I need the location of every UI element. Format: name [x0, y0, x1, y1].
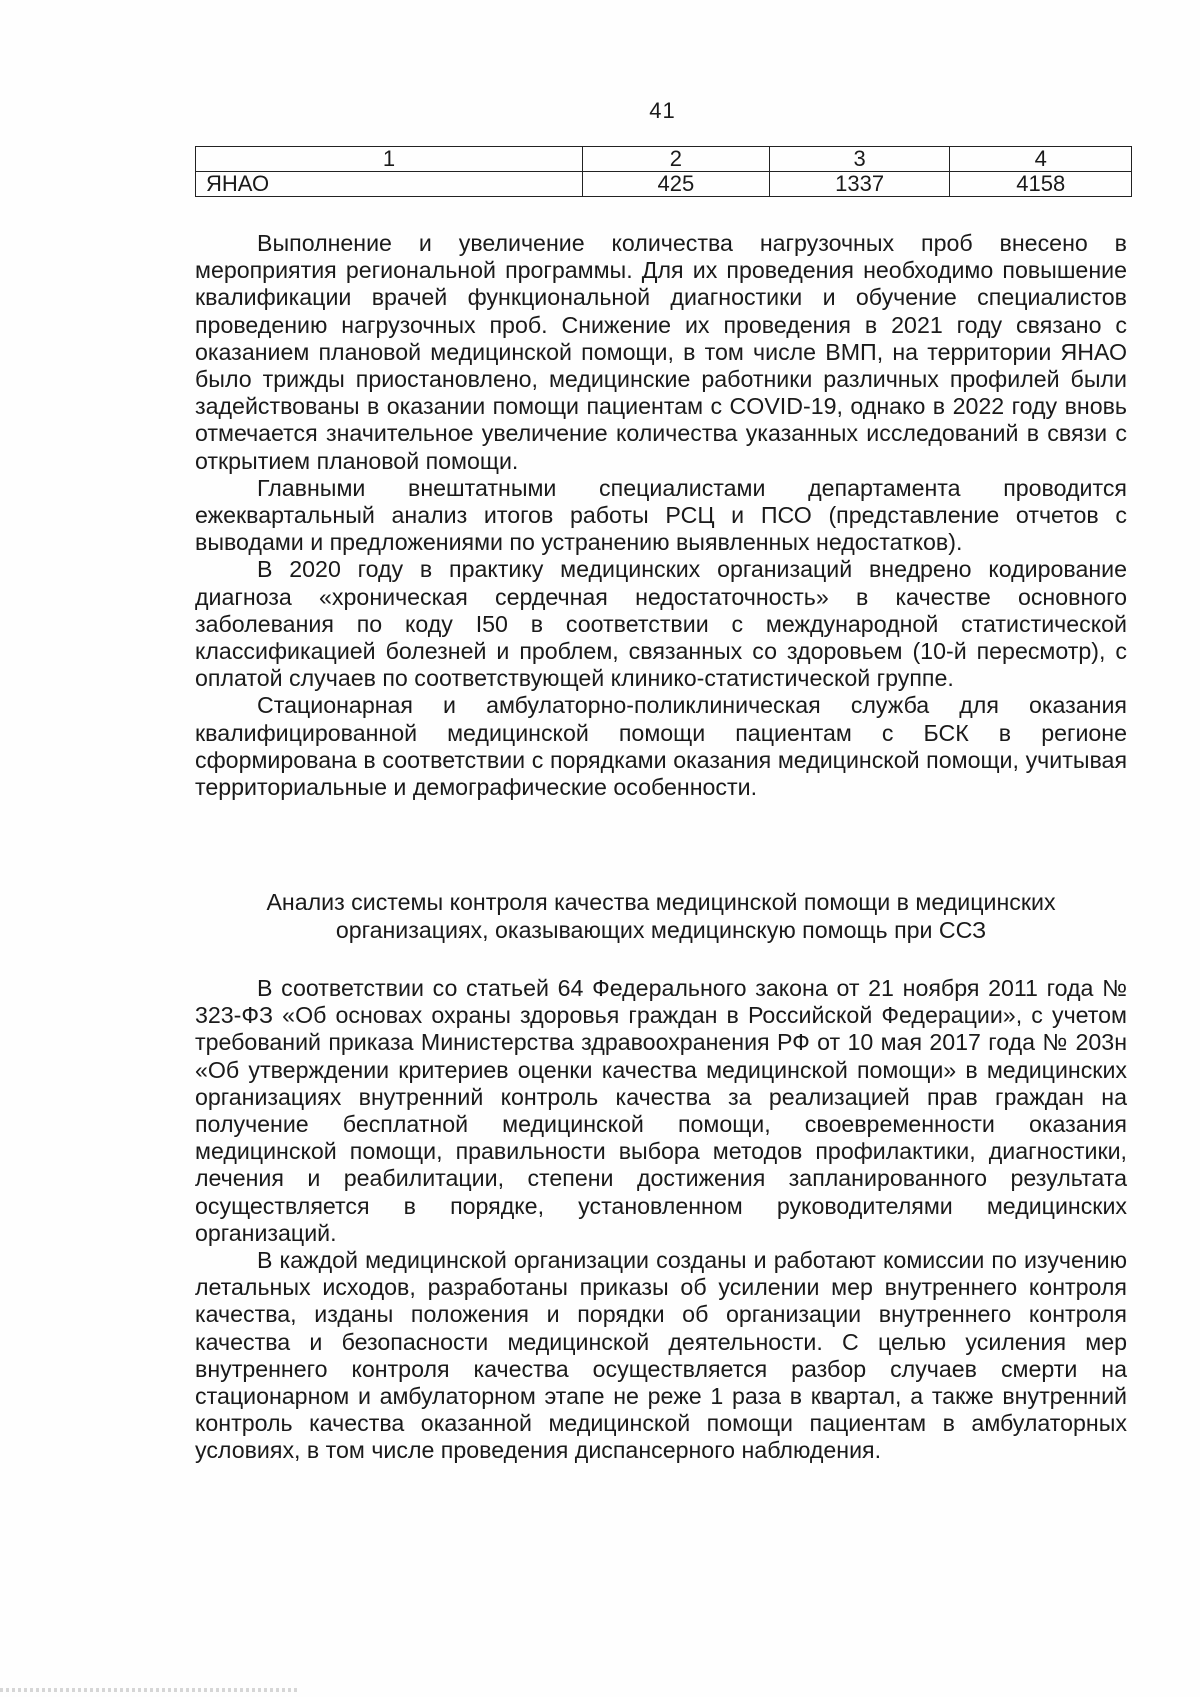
table-header-cell: 1 — [196, 147, 583, 172]
table-cell: 425 — [582, 172, 769, 197]
body-text-top — [195, 230, 1127, 801]
table-header-cell: 2 — [582, 147, 769, 172]
paragraph: Главными внештатными специалистами департамента проводится ежеквартальный анализ итогов работы РСЦ и ПСО (представление отчетов с выводами и предложениями по устранению выявленных недостатков). — [195, 474, 1127, 556]
section-heading — [195, 889, 1127, 944]
table-header-row — [196, 147, 1132, 172]
table-header-cell: 3 — [769, 147, 950, 172]
page-number: 41 — [649, 98, 676, 123]
body-text-bottom — [195, 975, 1127, 1465]
section-heading-line: организациях, оказывающих медицинскую помощь при ССЗ — [335, 916, 987, 943]
scan-artifact — [0, 1688, 300, 1692]
paragraph: В соответствии со статьей 64 Федерального закона от 21 ноября 2011 года № 323-ФЗ «Об основах охраны здоровья граждан в Российской Федерации», с учетом требований приказа Министерства здравоохранения РФ от 10 мая 2017 года № 203н «Об утверждении критериев оценки качества медицинской помощи» в медицинских организациях внутренний контроль качества за реализацией прав граждан на получение бесплатной медицинской помощи, своевременности оказания медицинской помощи, правильности выбора методов профилактики, диагностики, лечения и реабилитации, степени достижения запланированного результата осуществляется в порядке, установленном руководителями медицинских организаций. — [195, 975, 1127, 1246]
table-cell: 4158 — [950, 172, 1132, 197]
table-row — [196, 172, 1132, 197]
table-header-cell: 4 — [950, 147, 1132, 172]
paragraph: Выполнение и увеличение количества нагрузочных проб внесено в мероприятия региональной программы. Для их проведения необходимо повышение квалификации врачей функциональной диагностики и обучение специалистов проведению нагрузочных проб. Снижение их проведения в 2021 году связано с оказанием плановой медицинской помощи, в том числе ВМП, на территории ЯНАО было трижды приостановлено, медицинские работники различных профилей были задействованы в оказании помощи пациентам с COVID-19, однако в 2022 году вновь отмечается значительное увеличение количества указанных исследований в связи с открытием плановой помощи. — [195, 230, 1127, 474]
table-cell: 1337 — [769, 172, 950, 197]
data-table — [195, 146, 1132, 197]
table-cell-region: ЯНАО — [196, 172, 583, 197]
paragraph: Стационарная и амбулаторно-поликлиническая служба для оказания квалифицированной медицинской помощи пациентам с БСК в регионе сформирована в соответствии с порядками оказания медицинской помощи, учитывая территориальные и демографические особенности. — [195, 692, 1127, 801]
paragraph: В 2020 году в практику медицинских организаций внедрено кодирование диагноза «хроническая сердечная недостаточность» в качестве основного заболевания по коду I50 в соответствии с международной статистической классификацией болезней и проблем, связанных со здоровьем (10-й пересмотр), с оплатой случаев по соответствующей клинико-статистической группе. — [195, 556, 1127, 692]
paragraph: В каждой медицинской организации созданы и работают комиссии по изучению летальных исходов, разработаны приказы об усилении мер внутреннего контроля качества, изданы положения и порядки об организации внутреннего контроля качества и безопасности медицинской деятельности. С целью усиления мер внутреннего контроля качества осуществляется разбор случаев смерти на стационарном и амбулаторном этапе не реже 1 раза в квартал, а также внутренний контроль качества оказанной медицинской помощи пациентам в амбулаторных условиях, в том числе проведения диспансерного наблюдения. — [195, 1247, 1127, 1464]
section-heading-line: Анализ системы контроля качества медицинской помощи в медицинских — [266, 889, 1056, 915]
